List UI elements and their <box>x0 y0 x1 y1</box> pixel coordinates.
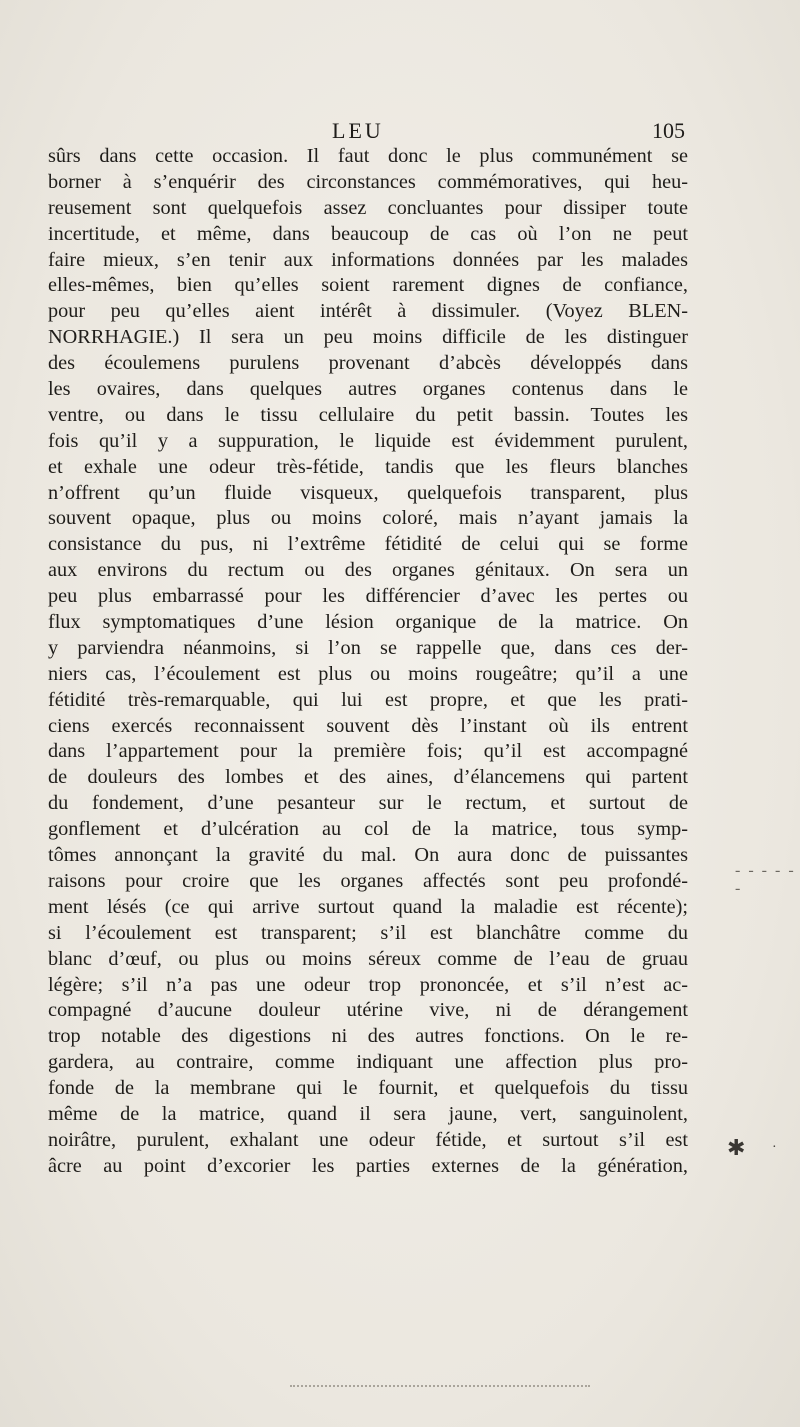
text-line: fétidité très-remarquable, qui lui est propre, et que les prati- <box>48 688 688 711</box>
footer-rule <box>290 1385 590 1387</box>
text-line: peu plus embarrassé pour les différencier d’avec les pertes ou <box>48 585 688 608</box>
text-line: raisons pour croire que les organes affectés sont peu profondé- <box>48 869 688 892</box>
text-line: et exhale une odeur très-fétide, tandis que les fleurs blanches <box>48 455 688 478</box>
text-line: si l’écoulement est transparent; s’il est blanchâtre comme du <box>48 921 688 944</box>
text-line: fois qu’il y a suppuration, le liquide est évidemment purulent, <box>48 429 688 452</box>
text-line: incertitude, et même, dans beaucoup de cas où l’on ne peut <box>48 222 688 245</box>
text-line: fonde de la membrane qui le fournit, et quelquefois du tissu <box>48 1077 688 1100</box>
text-line: du fondement, d’une pesanteur sur le rectum, et surtout de <box>48 792 688 815</box>
text-line: ciens exercés reconnaissent souvent dès l’instant où ils entrent <box>48 714 688 737</box>
text-line: aux environs du rectum ou des organes génitaux. On sera un <box>48 559 688 582</box>
text-line: borner à s’enquérir des circonstances commémoratives, qui heu- <box>48 170 688 193</box>
text-line: NORRHAGIE.) Il sera un peu moins difficile de les distinguer <box>48 326 688 349</box>
text-line: noirâtre, purulent, exhalant une odeur fétide, et surtout s’il est <box>48 1128 688 1151</box>
text-line: y parviendra néanmoins, si l’on se rappelle que, dans ces der- <box>48 636 688 659</box>
text-line: niers cas, l’écoulement est plus ou moins rougeâtre; qu’il a une <box>48 662 688 685</box>
text-line: consistance du pus, ni l’extrême fétidité de celui qui se forme <box>48 533 688 556</box>
text-line: elles-mêmes, bien qu’elles soient rarement dignes de confiance, <box>48 274 688 297</box>
text-line: blanc d’œuf, ou plus ou moins séreux comme de l’eau de gruau <box>48 947 688 970</box>
text-line: trop notable des digestions ni des autres fonctions. On le re- <box>48 1025 688 1048</box>
text-line: souvent opaque, plus ou moins coloré, mais n’ayant jamais la <box>48 507 688 530</box>
margin-mark-dot: · <box>772 1140 777 1155</box>
margin-mark-asterisk: ✱ <box>727 1135 746 1160</box>
page-number: 105 <box>652 118 685 143</box>
text-line: les ovaires, dans quelques autres organes contenus dans le <box>48 378 688 401</box>
body-text <box>48 144 688 1180</box>
running-head: LEU <box>332 118 384 143</box>
text-line: des écoulemens purulens provenant d’abcès développés dans <box>48 352 688 375</box>
text-line: ventre, ou dans le tissu cellulaire du petit bassin. Toutes les <box>48 403 688 426</box>
text-line: reusement sont quelquefois assez concluantes pour dissiper toute <box>48 196 688 219</box>
text-line: flux symptomatiques d’une lésion organique de la matrice. On <box>48 611 688 634</box>
text-line: de douleurs des lombes et des aines, d’élancemens qui partent <box>48 766 688 789</box>
text-line: pour peu qu’elles aient intérêt à dissimuler. (Voyez BLEN- <box>48 300 688 323</box>
text-line: âcre au point d’excorier les parties externes de la génération, <box>48 1154 688 1177</box>
text-line: dans l’appartement pour la première fois; qu’il est accompagné <box>48 740 688 763</box>
text-line: sûrs dans cette occasion. Il faut donc le plus communément se <box>48 145 688 167</box>
text-line: faire mieux, s’en tenir aux informations données par les malades <box>48 248 688 271</box>
text-line: tômes annonçant la gravité du mal. On aura donc de puissantes <box>48 844 688 867</box>
text-line: gonflement et d’ulcération au col de la matrice, tous symp- <box>48 818 688 841</box>
text-line: gardera, au contraire, comme indiquant une affection plus pro- <box>48 1051 688 1074</box>
text-line: compagné d’aucune douleur utérine vive, ni de dérangement <box>48 999 688 1022</box>
text-line: ment lésés (ce qui arrive surtout quand la maladie est récente); <box>48 895 688 918</box>
margin-mark-dashes: - - - - - - <box>735 862 796 897</box>
text-line: n’offrent qu’un fluide visqueux, quelquefois transparent, plus <box>48 481 688 504</box>
text-line: légère; s’il n’a pas une odeur trop prononcée, et s’il n’est ac- <box>48 973 688 996</box>
text-line: même de la matrice, quand il sera jaune, vert, sanguinolent, <box>48 1102 688 1125</box>
